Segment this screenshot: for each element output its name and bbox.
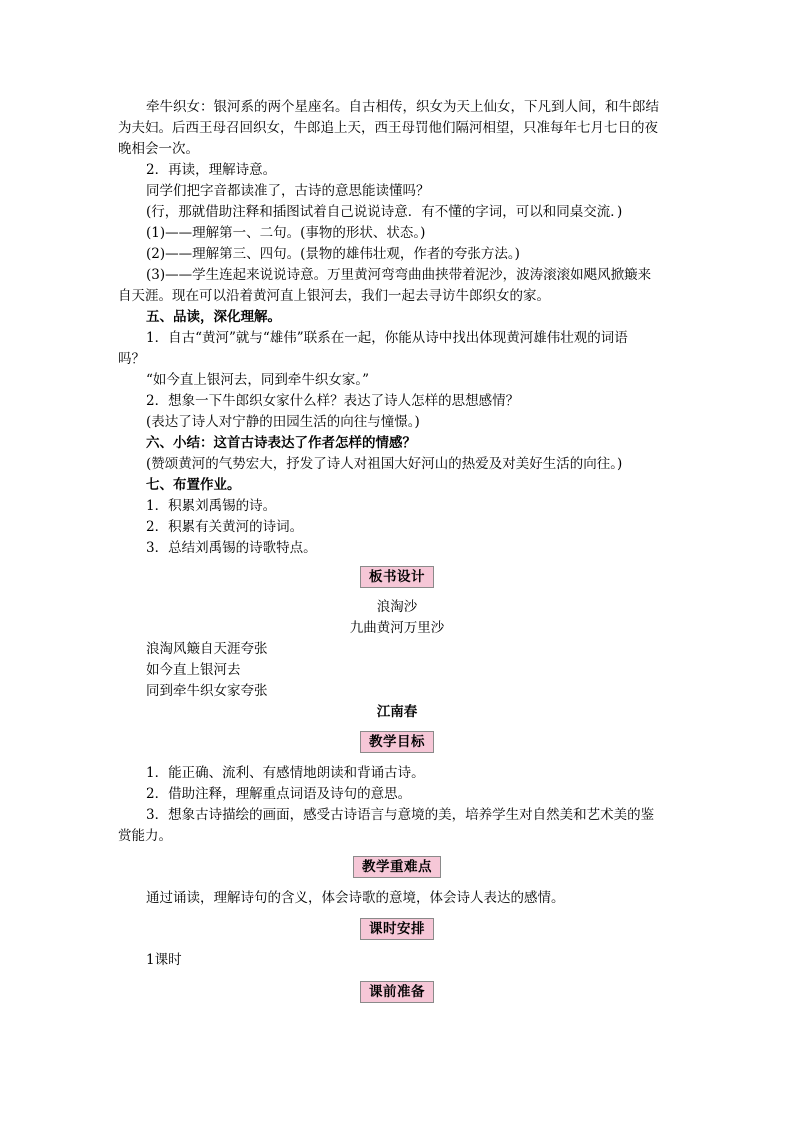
paragraph-line: (2)——理解第三、四句。(景物的雄伟壮观，作者的夸张方法。)	[146, 246, 520, 262]
goal-line: 2．借助注释，理解重点词语及诗句的意思。	[146, 786, 412, 802]
section-badge: 教学目标	[360, 731, 434, 753]
section-badge: 板书设计	[360, 566, 434, 588]
section-badge: 教学重难点	[353, 856, 441, 878]
goal-line: 3．想象古诗描绘的画面，感受古诗语言与意境的美，培养学生对自然美和艺术美的鉴	[146, 807, 655, 823]
section-badge: 课时安排	[360, 918, 434, 940]
schedule-heading	[0, 918, 794, 940]
paragraph-line: (行，那就借助注释和插图试着自己说说诗意．有不懂的字词，可以和同桌交流．)	[146, 204, 623, 220]
goal-line: 1．能正确、流利、有感情地朗读和背诵古诗。	[146, 765, 425, 781]
paragraph-line: 1．自古“黄河”就与“雄伟”联系在一起，你能从诗中找出体现黄河雄伟壮观的词语	[146, 330, 628, 346]
paragraph-line: 同学们把字音都读准了，古诗的意思能读懂吗？	[146, 183, 430, 199]
board-design-heading	[0, 566, 794, 588]
teaching-goals-heading	[0, 731, 794, 753]
preparation-heading	[0, 981, 794, 1003]
paragraph-line: 2．再读，理解诗意。	[146, 162, 277, 178]
difficulty-text: 通过诵读，理解诗句的含义，体会诗歌的意境，体会诗人表达的感情。	[146, 890, 565, 906]
paragraph-line: 1．积累刘禹锡的诗。	[146, 498, 277, 514]
paragraph-line: 自天涯。现在可以沿着黄河直上银河去，我们一起去寻访牛郎织女的家。	[118, 288, 550, 304]
board-line: 如今直上银河去	[146, 662, 241, 678]
board-line: 浪淘风簸自天涯夸张	[146, 641, 268, 657]
board-title: 浪淘沙	[376, 599, 418, 615]
section-heading: 五、品读，深化理解。	[146, 309, 281, 325]
key-difficulty-heading	[0, 856, 794, 878]
board-line: 同到牵牛织女家夸张	[146, 683, 268, 699]
paragraph-line: (3)——学生连起来说说诗意。万里黄河弯弯曲曲挟带着泥沙，波涛滚滚如飓风掀簸来	[146, 267, 652, 283]
paragraph-line: 吗？	[118, 351, 145, 367]
schedule-text: 1课时	[146, 952, 182, 968]
paragraph-line: (1)——理解第一、二句。(事物的形状、状态。)	[146, 225, 426, 241]
section-heading: 六、小结：这首古诗表达了作者怎样的情感？	[146, 435, 416, 451]
quote-line: “如今直上银河去，同到牵牛织女家。”	[146, 372, 370, 388]
section-heading: 七、布置作业。	[146, 477, 241, 493]
goal-line: 赏能力。	[118, 828, 172, 844]
section-badge: 课前准备	[360, 981, 434, 1003]
paragraph-line: 晚相会一次。	[118, 141, 199, 157]
paragraph-line: (赞颂黄河的气势宏大，抒发了诗人对祖国大好河山的热爱及对美好生活的向往。)	[146, 456, 623, 472]
paragraph-line: 2．想象一下牛郎织女家什么样？表达了诗人怎样的思想感情？	[146, 393, 520, 409]
paragraph-line: 2．积累有关黄河的诗词。	[146, 519, 304, 535]
paragraph-line: 3．总结刘禹锡的诗歌特点。	[146, 540, 317, 556]
board-subtitle: 九曲黄河万里沙	[349, 620, 445, 636]
paragraph-line: (表达了诗人对宁静的田园生活的向往与憧憬。)	[146, 414, 420, 430]
next-poem-title: 江南春	[376, 704, 418, 720]
paragraph-line: 为夫妇。后西王母召回织女，牛郎追上天，西王母罚他们隔河相望，只准每年七月七日的夜	[118, 120, 658, 136]
paragraph-line: 牵牛织女：银河系的两个星座名。自古相传，织女为天上仙女，下凡到人间，和牛郎结	[146, 99, 659, 115]
